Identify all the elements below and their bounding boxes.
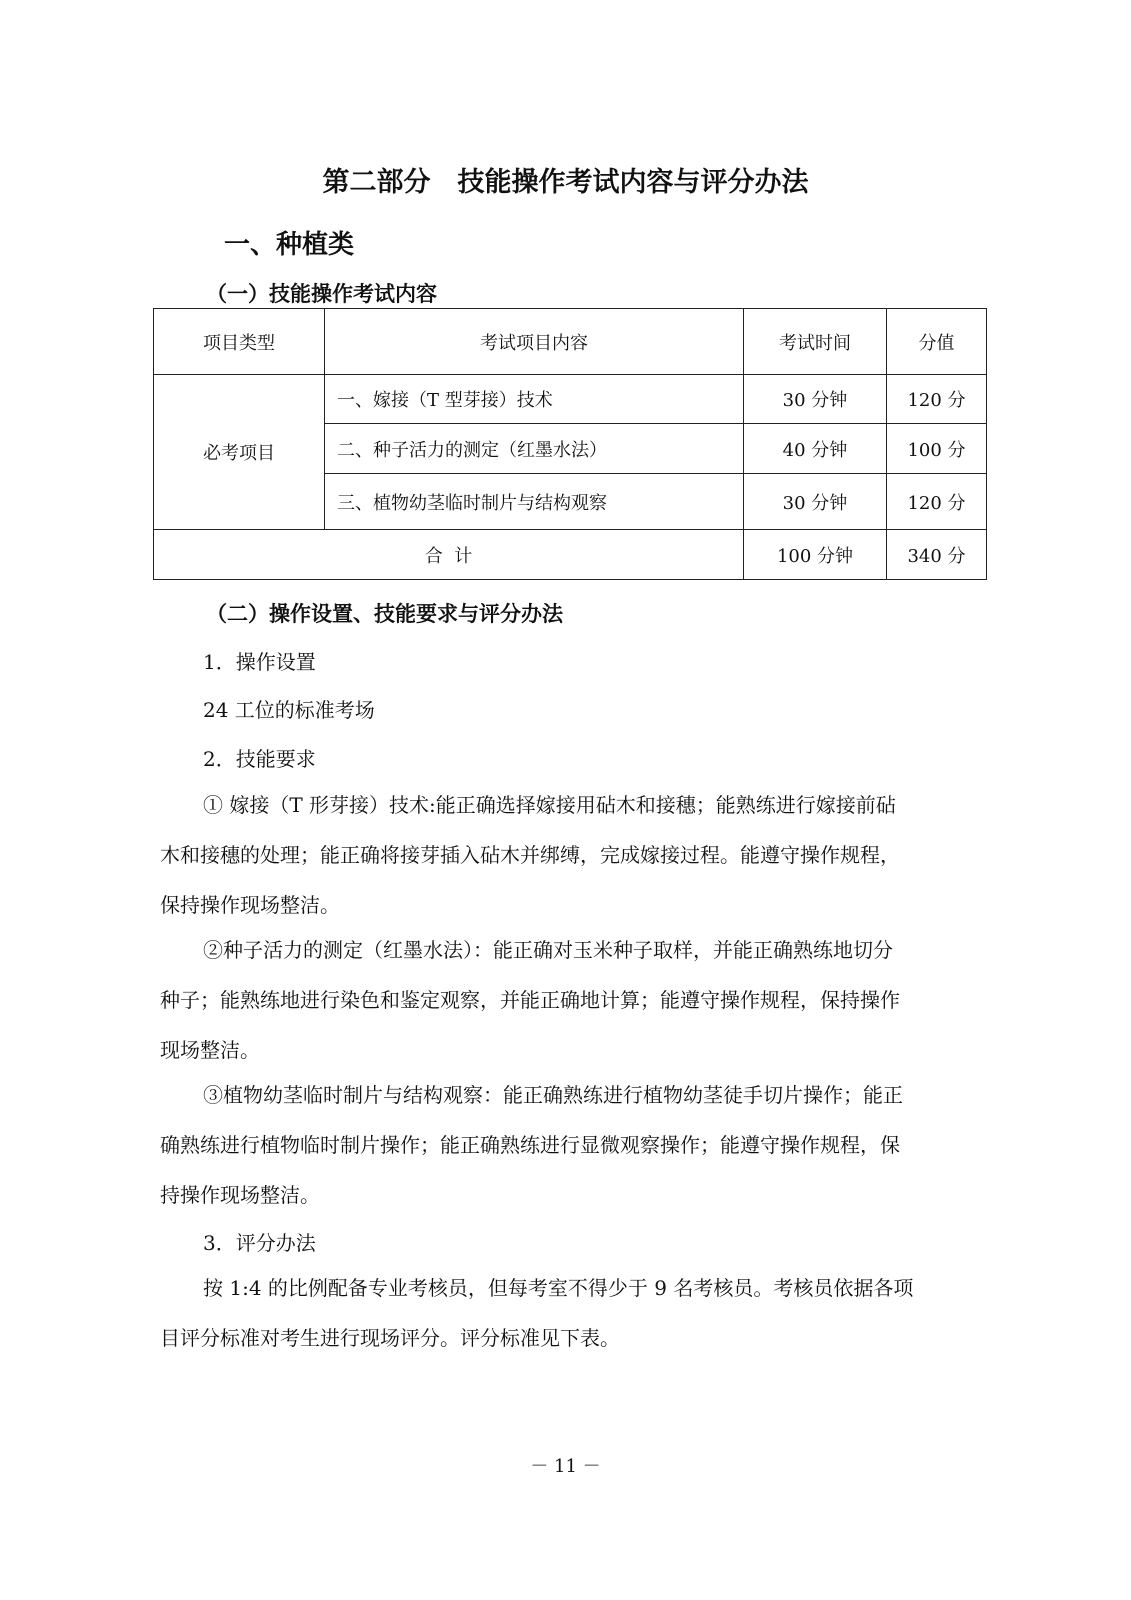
scoring-paragraph	[160, 1263, 980, 1363]
table-cell-content: 二、种子活力的测定（红墨水法）	[325, 424, 744, 474]
exam-content-table	[153, 308, 987, 580]
table-cell-score: 120 分	[887, 375, 987, 424]
paragraph-line: 木和接穗的处理；能正确将接芽插入砧木并绑缚，完成嫁接过程。能遵守操作规程，	[160, 843, 900, 867]
table-total-row	[154, 530, 987, 580]
paragraph-line: ① 嫁接（T 形芽接）技术:能正确选择嫁接用砧木和接穗；能熟练进行嫁接前砧	[203, 793, 896, 817]
item-heading-scoring: 3．评分办法	[203, 1231, 316, 1255]
table-header-cell: 考试时间	[744, 309, 887, 375]
table-header-cell: 分值	[887, 309, 987, 375]
table-header-cell: 考试项目内容	[325, 309, 744, 375]
requirement-seed-vigor	[160, 925, 980, 1075]
paragraph-line: 种子；能熟练地进行染色和鉴定观察，并能正确地计算；能遵守操作规程，保持操作	[160, 988, 900, 1012]
paragraph-line: 按 1:4 的比例配备专业考核员，但每考室不得少于 9 名考核员。考核员依据各项	[203, 1276, 914, 1300]
table-cell-score: 100 分	[887, 424, 987, 474]
table-cell-time: 30 分钟	[744, 375, 887, 424]
group-label-cell: 必考项目	[154, 375, 325, 530]
table-header-cell: 项目类型	[154, 309, 325, 375]
paragraph-line: ②种子活力的测定（红墨水法）：能正确对玉米种子取样，并能正确熟练地切分	[203, 938, 893, 962]
table-cell-content: 三、植物幼茎临时制片与结构观察	[325, 474, 744, 530]
table-header-row	[154, 309, 987, 375]
page-number: － 11 －	[530, 1456, 601, 1477]
paragraph-line: 目评分标准对考生进行现场评分。评分标准见下表。	[160, 1326, 620, 1350]
table-cell-time: 30 分钟	[744, 474, 887, 530]
total-score-cell: 340 分	[887, 530, 987, 580]
paragraph-line: 持操作现场整洁。	[160, 1183, 320, 1207]
table-row	[154, 375, 987, 424]
paragraph-line: ③植物幼茎临时制片与结构观察：能正确熟练进行植物幼茎徒手切片操作；能正	[203, 1083, 903, 1107]
page-title: 第二部分 技能操作考试内容与评分办法	[322, 167, 809, 198]
paragraph-line: 确熟练进行植物临时制片操作；能正确熟练进行显微观察操作；能遵守操作规程，保	[160, 1133, 900, 1157]
requirement-grafting	[160, 780, 980, 930]
item-heading-requirements: 2．技能要求	[203, 747, 316, 771]
settings-text: 24 工位的标准考场	[203, 698, 375, 722]
total-label-cell: 合 计	[154, 530, 744, 580]
table-cell-content: 一、嫁接（T 型芽接）技术	[325, 375, 744, 424]
subsection-heading-exam-content: （一）技能操作考试内容	[206, 282, 437, 306]
total-time-cell: 100 分钟	[744, 530, 887, 580]
paragraph-line: 保持操作现场整洁。	[160, 893, 340, 917]
paragraph-line: 现场整洁。	[160, 1038, 260, 1062]
item-heading-settings: 1．操作设置	[203, 650, 316, 674]
subsection-heading-settings: （二）操作设置、技能要求与评分办法	[206, 602, 563, 626]
requirement-slide-preparation	[160, 1070, 980, 1220]
table-cell-score: 120 分	[887, 474, 987, 530]
section-heading-planting: 一、种植类	[224, 230, 355, 260]
table-cell-time: 40 分钟	[744, 424, 887, 474]
